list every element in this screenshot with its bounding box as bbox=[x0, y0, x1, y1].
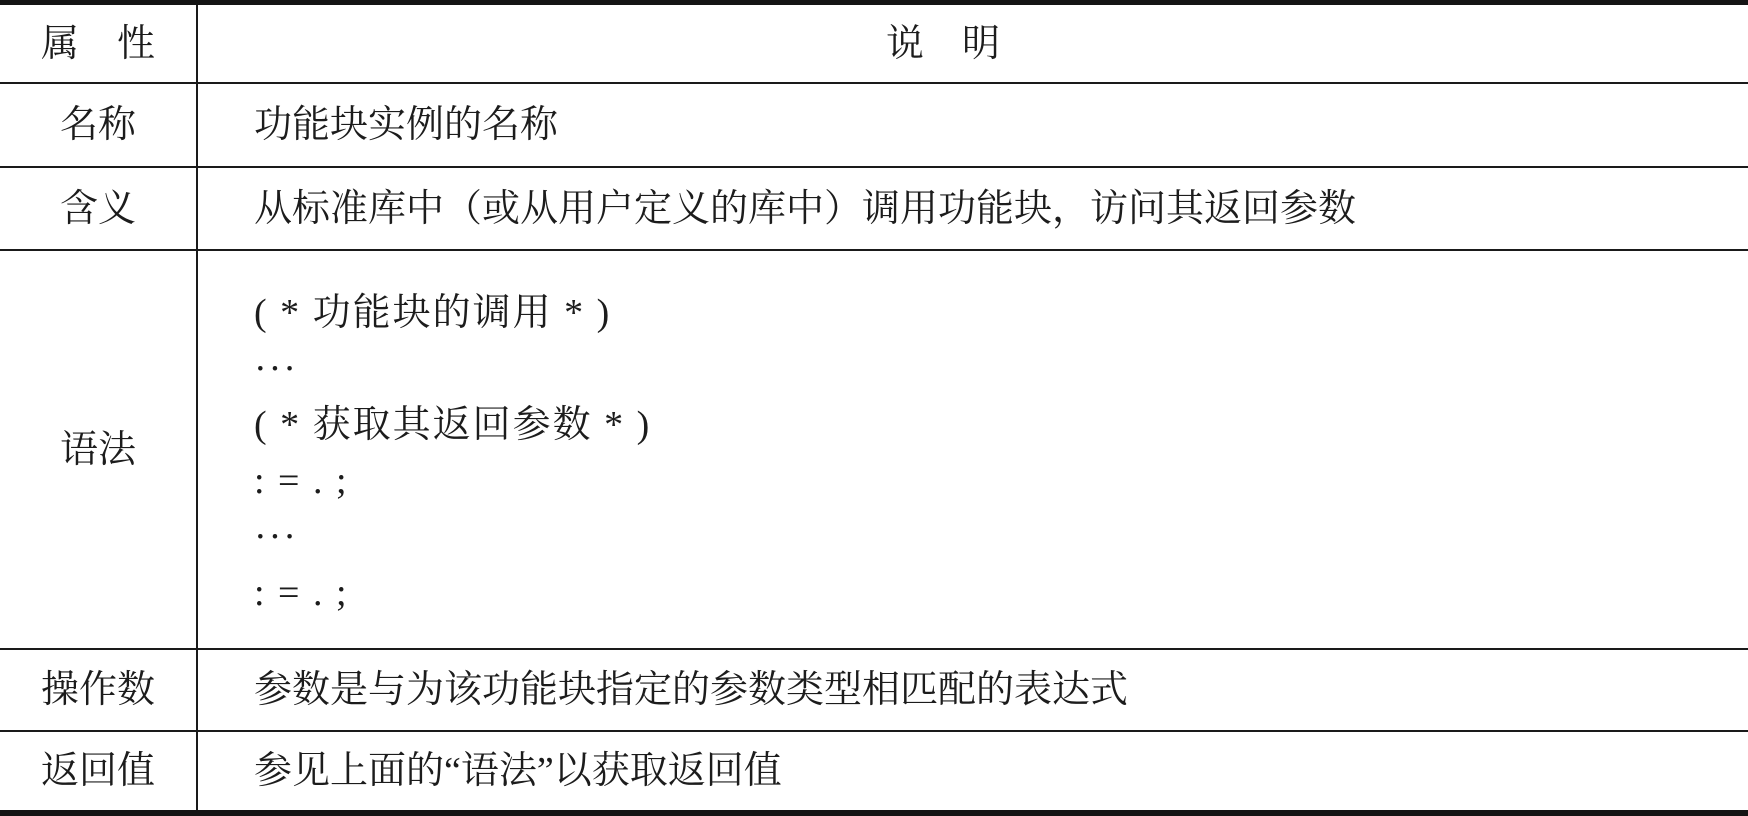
row-label: 名称 bbox=[59, 104, 136, 146]
table-row-return-value bbox=[0, 732, 1748, 810]
row-label: 含义 bbox=[59, 187, 136, 230]
syntax-line-return-comment: ( * 获取其返回参数 * ) bbox=[254, 404, 652, 446]
row-content-cell bbox=[198, 732, 1748, 810]
row-label: 语法 bbox=[59, 428, 136, 471]
row-content-cell bbox=[198, 650, 1748, 730]
row-label-cell bbox=[0, 650, 198, 730]
row-label: 返回值 bbox=[40, 750, 155, 792]
syntax-line-call-comment: ( * 功能块的调用 * ) bbox=[254, 292, 612, 334]
syntax-line-ellipsis: ··· bbox=[254, 348, 298, 390]
table-row-meaning bbox=[0, 168, 1748, 251]
row-content-text: 从标准库中（或从用户定义的库中）调用功能块，访问其返回参数 bbox=[254, 187, 1357, 230]
syntax-line-assignment: : = . ; bbox=[254, 572, 349, 614]
row-content-text: 参数是与为该功能块指定的参数类型相匹配的表达式 bbox=[254, 669, 1129, 711]
header-description-label: 说 明 bbox=[885, 22, 1000, 65]
row-content-cell bbox=[198, 168, 1748, 249]
row-label-cell bbox=[0, 168, 198, 249]
row-label-cell bbox=[0, 732, 198, 810]
row-label-cell bbox=[0, 251, 198, 648]
row-label-cell bbox=[0, 84, 198, 166]
header-attribute-label: 属 性 bbox=[40, 22, 155, 65]
header-attribute-cell bbox=[0, 5, 198, 82]
syntax-line-ellipsis: ··· bbox=[254, 516, 298, 558]
header-description-cell bbox=[198, 5, 1748, 82]
syntax-line-assignment: : = . ; bbox=[254, 460, 349, 502]
row-content-cell bbox=[198, 84, 1748, 166]
table-header-row bbox=[0, 5, 1748, 84]
row-label: 操作数 bbox=[40, 669, 155, 711]
syntax-content-cell bbox=[198, 251, 1748, 648]
row-content-text: 参见上面的“语法”以获取返回值 bbox=[254, 750, 782, 792]
table-row-syntax bbox=[0, 251, 1748, 650]
table-row-operand bbox=[0, 650, 1748, 732]
table-row-name bbox=[0, 84, 1748, 168]
row-content-text: 功能块实例的名称 bbox=[254, 104, 559, 146]
